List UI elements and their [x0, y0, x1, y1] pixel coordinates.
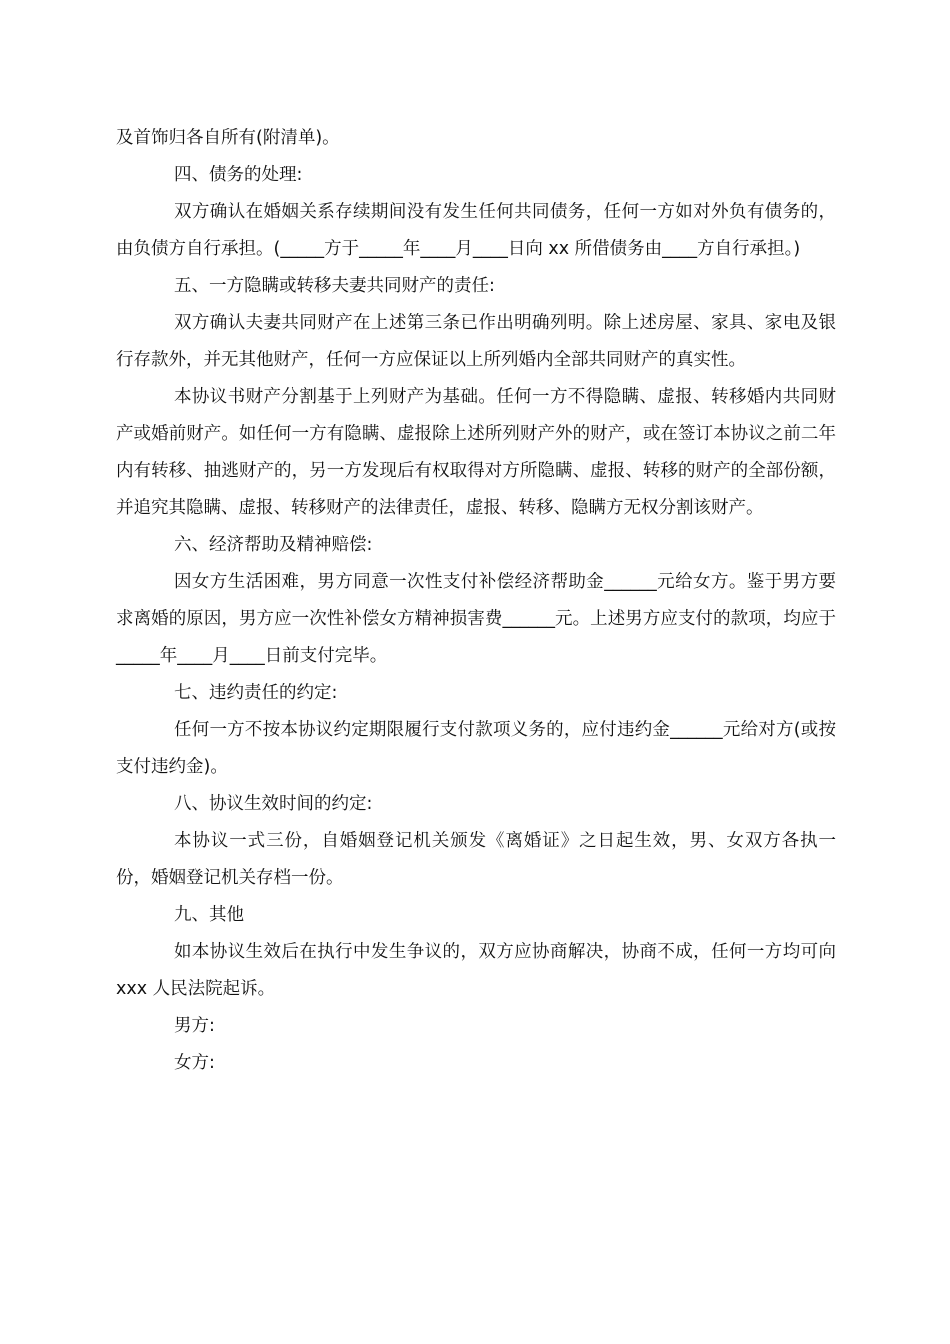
- heading-economic-aid: 六、经济帮助及精神赔偿:: [174, 535, 373, 555]
- paragraph-effective-time: 本协议一式三份，自婚姻登记机关颁发《离婚证》之日起生效，男、女双方各执一份，婚姻登记机关存档一份。: [116, 831, 836, 888]
- heading-concealment-liability: 五、一方隐瞒或转移夫妻共同财产的责任:: [174, 276, 495, 296]
- heading-effective-time: 八、协议生效时间的约定:: [174, 794, 373, 814]
- paragraph-debt-confirmation: 双方确认在婚姻关系存续期间没有发生任何共同债务，任何一方如对外负有债务的，由负债方自行承担。(_____方于_____年____月____日向 xx 所借债务由____方自行承担。): [116, 202, 836, 259]
- paragraph-breach-liability: 任何一方不按本协议约定期限履行支付款项义务的，应付违约金______元给对方(或按支付违约金)。: [116, 720, 836, 777]
- heading-debt-handling: 四、债务的处理:: [174, 165, 303, 185]
- signature-female-party: 女方:: [174, 1053, 215, 1073]
- document-body: [116, 120, 842, 1082]
- paragraph-property-confirmation: 双方确认夫妻共同财产在上述第三条已作出明确列明。除上述房屋、家具、家电及银行存款外，并无其他财产，任何一方应保证以上所列婚内全部共同财产的真实性。: [116, 313, 836, 370]
- heading-breach-liability: 七、违约责任的约定:: [174, 683, 338, 703]
- paragraph-economic-aid: 因女方生活困难，男方同意一次性支付补偿经济帮助金______元给女方。鉴于男方要求离婚的原因，男方应一次性补偿女方精神损害费______元。上述男方应支付的款项，均应于_____年____月____日前支付完毕。: [116, 572, 836, 666]
- paragraph-property-division-basis: 本协议书财产分割基于上列财产为基础。任何一方不得隐瞒、虚报、转移婚内共同财产或婚前财产。如任何一方有隐瞒、虚报除上述所列财产外的财产，或在签订本协议之前二年内有转移、抽逃财产的，另一方发现后有权取得对方所隐瞒、虚报、转移的财产的全部份额，并追究其隐瞒、虚报、转移财产的法律责任，虚报、转移、隐瞒方无权分割该财产。: [116, 387, 836, 518]
- paragraph-jewelry-ownership: 及首饰归各自所有(附清单)。: [116, 128, 340, 148]
- paragraph-dispute-resolution: 如本协议生效后在执行中发生争议的，双方应协商解决，协商不成，任何一方均可向 xxx 人民法院起诉。: [116, 942, 842, 999]
- signature-male-party: 男方:: [174, 1016, 215, 1036]
- heading-other: 九、其他: [174, 905, 244, 925]
